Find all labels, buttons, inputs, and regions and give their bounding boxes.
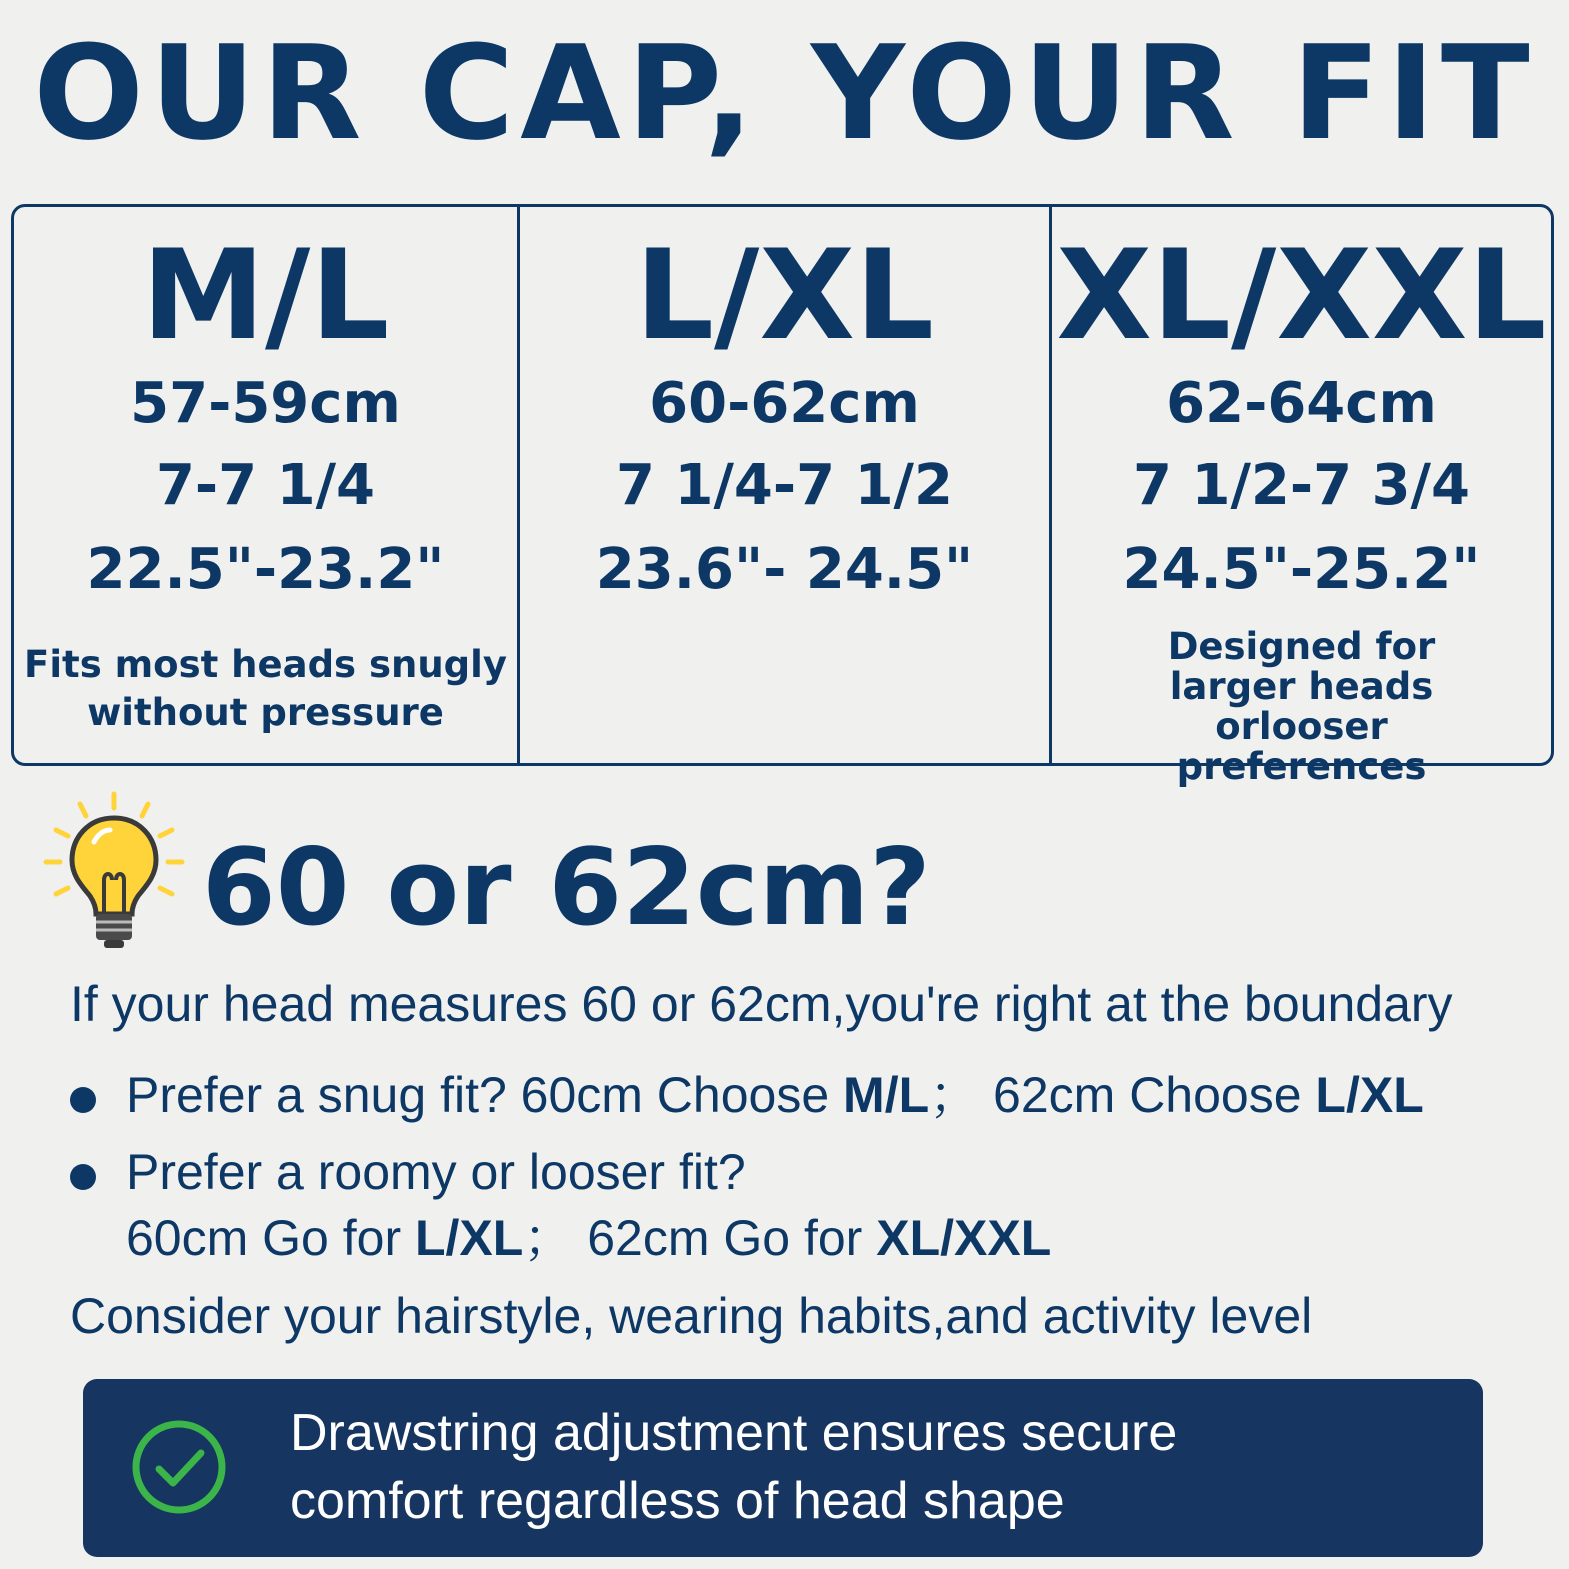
size-hat-range: 7 1/2-7 3/4: [1133, 453, 1470, 518]
size-highlight: M/L: [843, 1067, 930, 1123]
size-name: M/L: [141, 224, 390, 368]
bullet-text-part: Prefer a snug fit? 60cm Choose: [126, 1067, 844, 1123]
size-name: L/XL: [635, 224, 934, 368]
size-inch-range: 24.5"-25.2": [1122, 537, 1481, 602]
size-column-m-l: [14, 207, 517, 763]
bullet-text: Prefer a roomy or looser fit?: [126, 1144, 746, 1200]
consider-text: Consider your hairstyle, wearing habits,and activity level: [70, 1288, 1313, 1344]
banner-line: Drawstring adjustment ensures secure: [290, 1404, 1178, 1462]
size-highlight: L/XL: [415, 1210, 524, 1266]
size-name: XL/XXL: [1056, 224, 1547, 368]
bullet-text-part: ； 62cm Choose: [929, 1067, 1316, 1123]
size-column-xl-xxl: [1049, 207, 1551, 788]
size-chart: [11, 204, 1554, 788]
bullet-dot: [70, 1087, 96, 1113]
bullet-text: [126, 1063, 1424, 1127]
bullet-dot: [70, 1164, 96, 1190]
size-highlight: XL/XXL: [876, 1210, 1052, 1266]
bullet-text-line2: [126, 1206, 1051, 1270]
size-hat-range: 7 1/4-7 1/2: [616, 453, 953, 518]
check-circle-icon: [129, 1417, 229, 1517]
question-heading: 60 or 62cm?: [202, 826, 931, 949]
lightbulb-icon: [42, 790, 186, 950]
bullet-text-part: 60cm Go for: [126, 1210, 415, 1266]
banner-text: [290, 1399, 1177, 1535]
size-note: Designed for larger heads orlooser preferences: [1167, 625, 1436, 788]
size-inch-range: 23.6"- 24.5": [595, 537, 974, 602]
size-cm-range: 60-62cm: [649, 371, 920, 436]
size-note: Fits most heads snugly without pressure: [24, 643, 507, 734]
bullet-text-part: ； 62cm Go for: [523, 1210, 877, 1266]
size-cm-range: 62-64cm: [1166, 371, 1437, 436]
banner-line: comfort regardless of head shape: [290, 1472, 1065, 1530]
size-highlight: L/XL: [1315, 1067, 1424, 1123]
size-inch-range: 22.5"-23.2": [86, 537, 445, 602]
size-cm-range: 57-59cm: [130, 371, 401, 436]
drawstring-banner: [83, 1379, 1483, 1557]
intro-text: If your head measures 60 or 62cm,you're right at the boundary: [70, 976, 1453, 1032]
size-column-l-xl: [517, 207, 1049, 763]
page-title: OUR CAP, YOUR FIT: [33, 17, 1536, 169]
size-hat-range: 7-7 1/4: [155, 453, 376, 518]
